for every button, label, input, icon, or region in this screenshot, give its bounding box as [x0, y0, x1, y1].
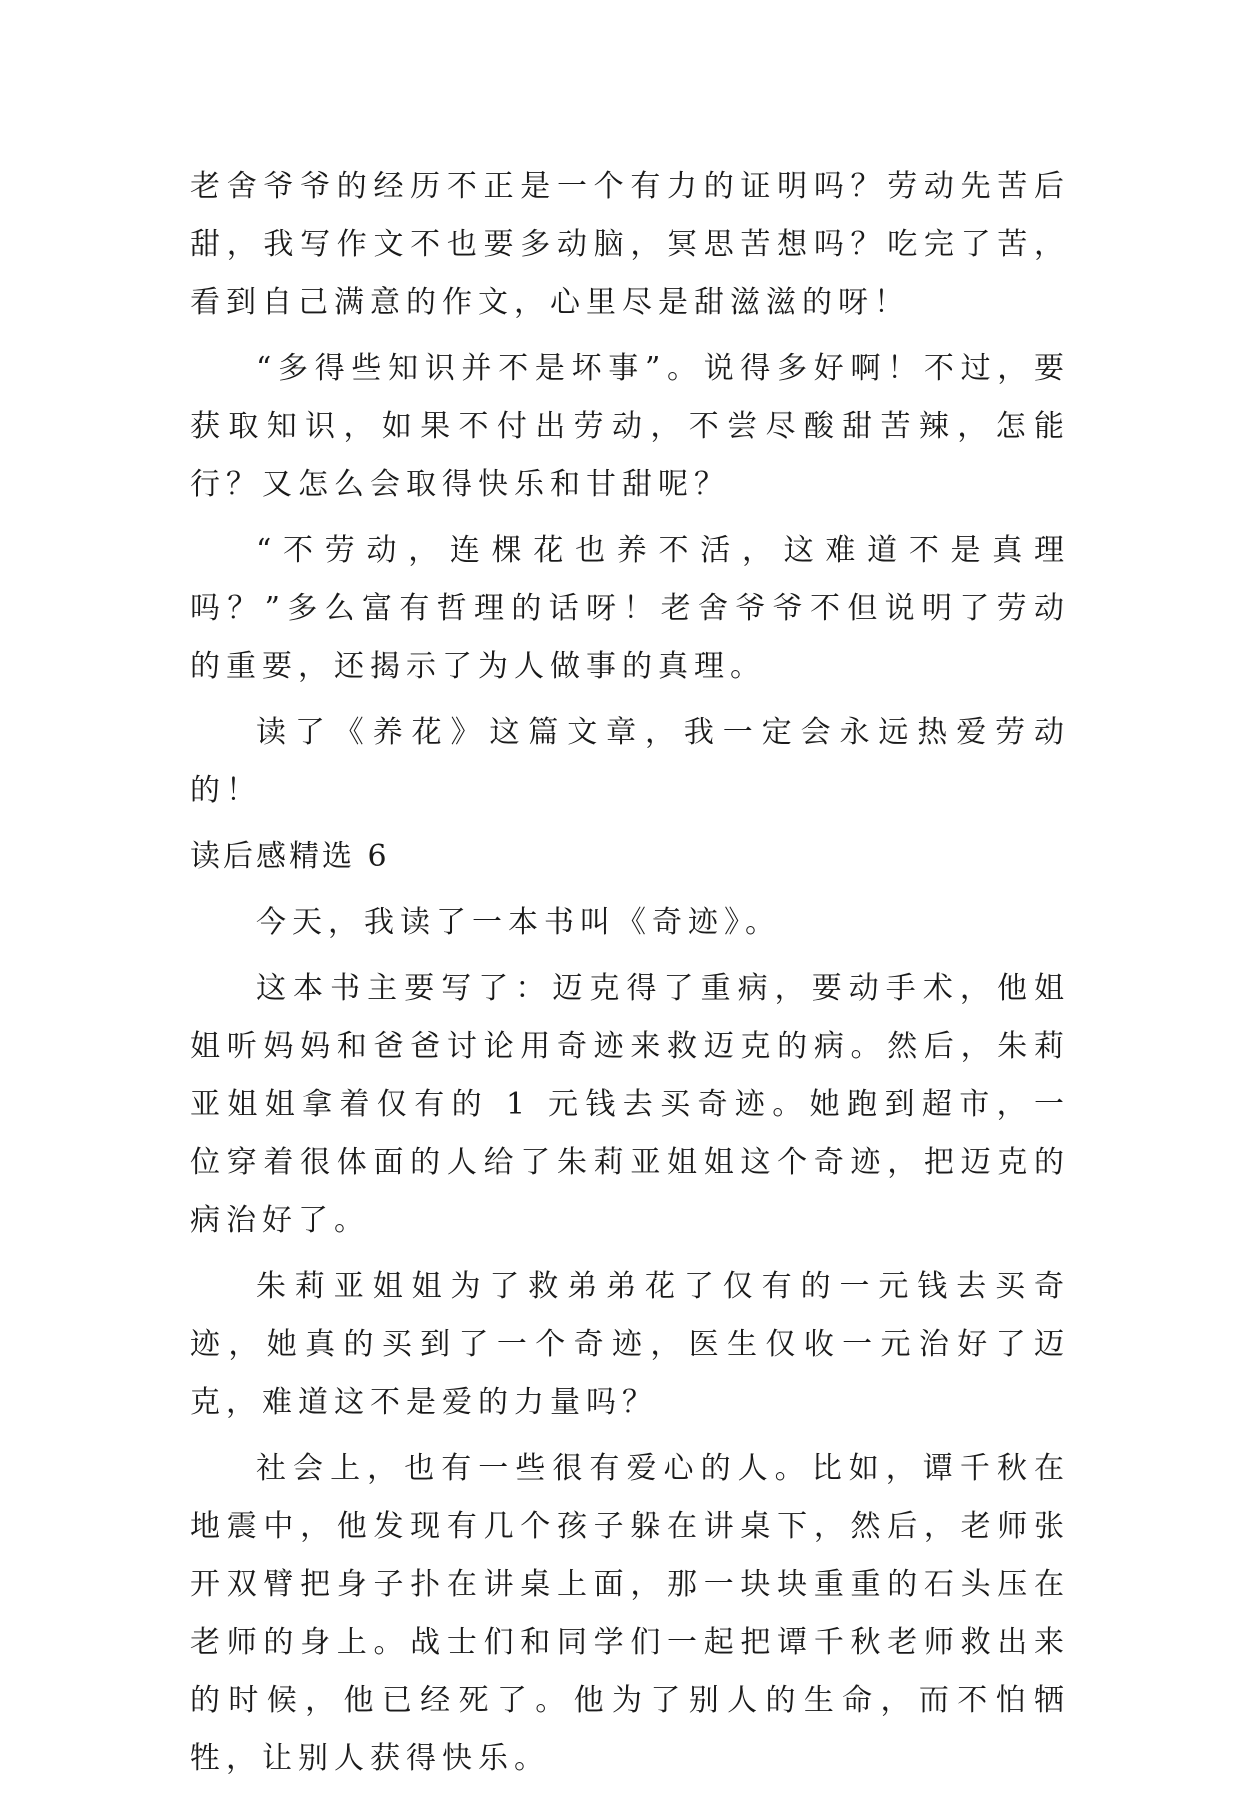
section-heading: 读后感精选 6	[190, 839, 390, 874]
document-body	[190, 158, 1070, 1796]
paragraph: 老舍爷爷的经历不正是一个有力的证明吗？劳动先苦后甜，我写作文不也要多动脑，冥思苦想吗？吃完了苦，看到自己满意的作文，心里尽是甜滋滋的呀！	[190, 169, 1070, 320]
paragraph: “多得些知识并不是坏事”。说得多好啊！不过，要获取知识，如果不付出劳动，不尝尽酸甜苦辣，怎能行？又怎么会取得快乐和甘甜呢？	[190, 351, 1070, 502]
paragraph: 朱莉亚姐姐为了救弟弟花了仅有的一元钱去买奇迹，她真的买到了一个奇迹，医生仅收一元治好了迈克，难道这不是爱的力量吗？	[190, 1269, 1070, 1420]
paragraph: “不劳动，连棵花也养不活，这难道不是真理吗？”多么富有哲理的话呀！老舍爷爷不但说明了劳动的重要，还揭示了为人做事的真理。	[190, 533, 1070, 684]
paragraph: 今天，我读了一本书叫《奇迹》。	[256, 905, 781, 940]
paragraph: 社会上，也有一些很有爱心的人。比如，谭千秋在地震中，他发现有几个孩子躲在讲桌下，然后，老师张开双臂把身子扑在讲桌上面，那一块块重重的石头压在老师的身上。战士们和同学们一起把谭千秋老师救出来的时候，他已经死了。他为了别人的生命，而不怕牺牲，让别人获得快乐。	[190, 1451, 1070, 1776]
paragraph: 读了《养花》这篇文章，我一定会永远热爱劳动的！	[190, 715, 1070, 808]
paragraph: 这本书主要写了：迈克得了重病，要动手术，他姐姐听妈妈和爸爸讨论用奇迹来救迈克的病。然后，朱莉亚姐姐拿着仅有的 1 元钱去买奇迹。她跑到超市，一位穿着很体面的人给了朱莉亚姐姐这个奇迹，把迈克的病治好了。	[190, 971, 1070, 1238]
